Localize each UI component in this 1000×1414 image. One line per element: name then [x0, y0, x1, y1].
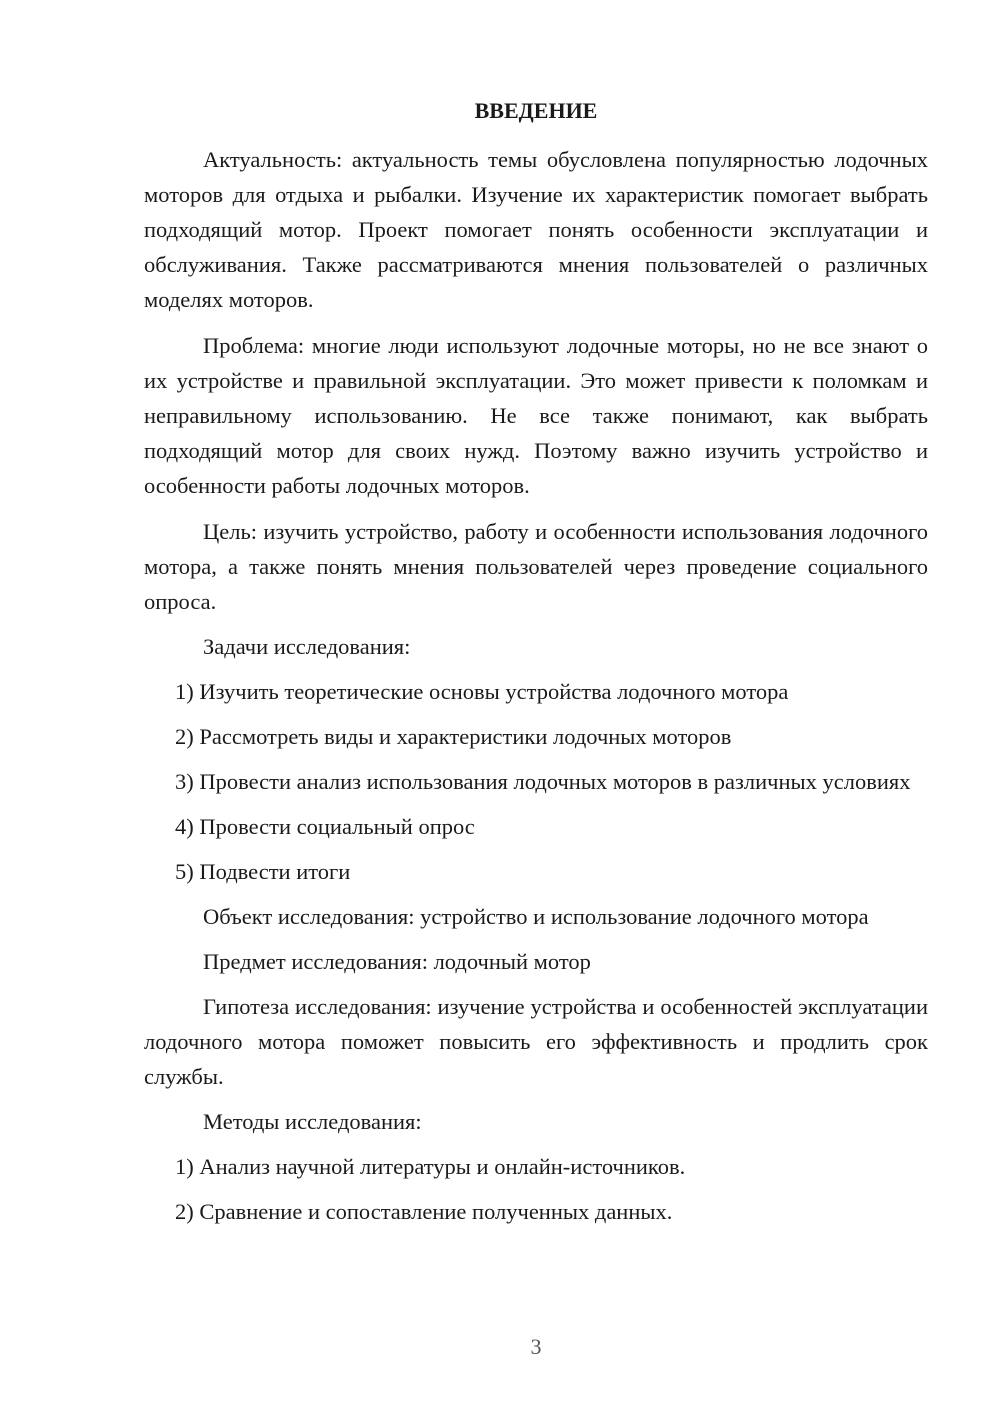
list-item-task-5: 5) Подвести итоги: [175, 859, 351, 884]
paragraph-tasks-heading: Задачи исследования:: [203, 634, 411, 659]
paragraph-problem: Проблема: многие люди используют лодочные моторы, но не все знают о их устройстве и правильной эксплуатации. Это может привести к поломкам и неправильному использованию. Не все также понимают, как выбрать подходящий мотор для своих нужд. Поэтому важно изучить устройство и особенности работы лодочных моторов.: [144, 333, 928, 498]
paragraph-hypothesis: Гипотеза исследования: изучение устройства и особенностей эксплуатации лодочного мотора поможет повысить его эффективность и продлить срок службы.: [144, 994, 928, 1089]
list-item-method-2: 2) Сравнение и сопоставление полученных данных.: [175, 1199, 673, 1224]
section-heading: ВВЕДЕНИЕ: [474, 98, 598, 123]
paragraph-methods-heading: Методы исследования:: [203, 1109, 422, 1134]
list-item-task-4: 4) Провести социальный опрос: [175, 814, 475, 839]
paragraph-relevance: Актуальность: актуальность темы обусловлена популярностью лодочных моторов для отдыха и рыбалки. Изучение их характеристик помогает выбрать подходящий мотор. Проект помогает понять особенности эксплуатации и обслуживания. Также рассматриваются мнения пользователей о различных моделях моторов.: [144, 147, 928, 312]
paragraph-subject: Предмет исследования: лодочный мотор: [203, 949, 591, 974]
list-item-task-2: 2) Рассмотреть виды и характеристики лодочных моторов: [175, 724, 732, 749]
list-item-method-1: 1) Анализ научной литературы и онлайн-источников.: [175, 1154, 686, 1179]
page-number: 3: [530, 1334, 542, 1359]
list-item-task-1: 1) Изучить теоретические основы устройства лодочного мотора: [175, 679, 789, 704]
list-item-task-3: 3) Провести анализ использования лодочных моторов в различных условиях: [175, 769, 911, 794]
body-text: [144, 142, 928, 1229]
paragraph-goal: Цель: изучить устройство, работу и особенности использования лодочного мотора, а также понять мнения пользователей через проведение социального опроса.: [144, 519, 928, 614]
paragraph-object: Объект исследования: устройство и использование лодочного мотора: [203, 904, 869, 929]
